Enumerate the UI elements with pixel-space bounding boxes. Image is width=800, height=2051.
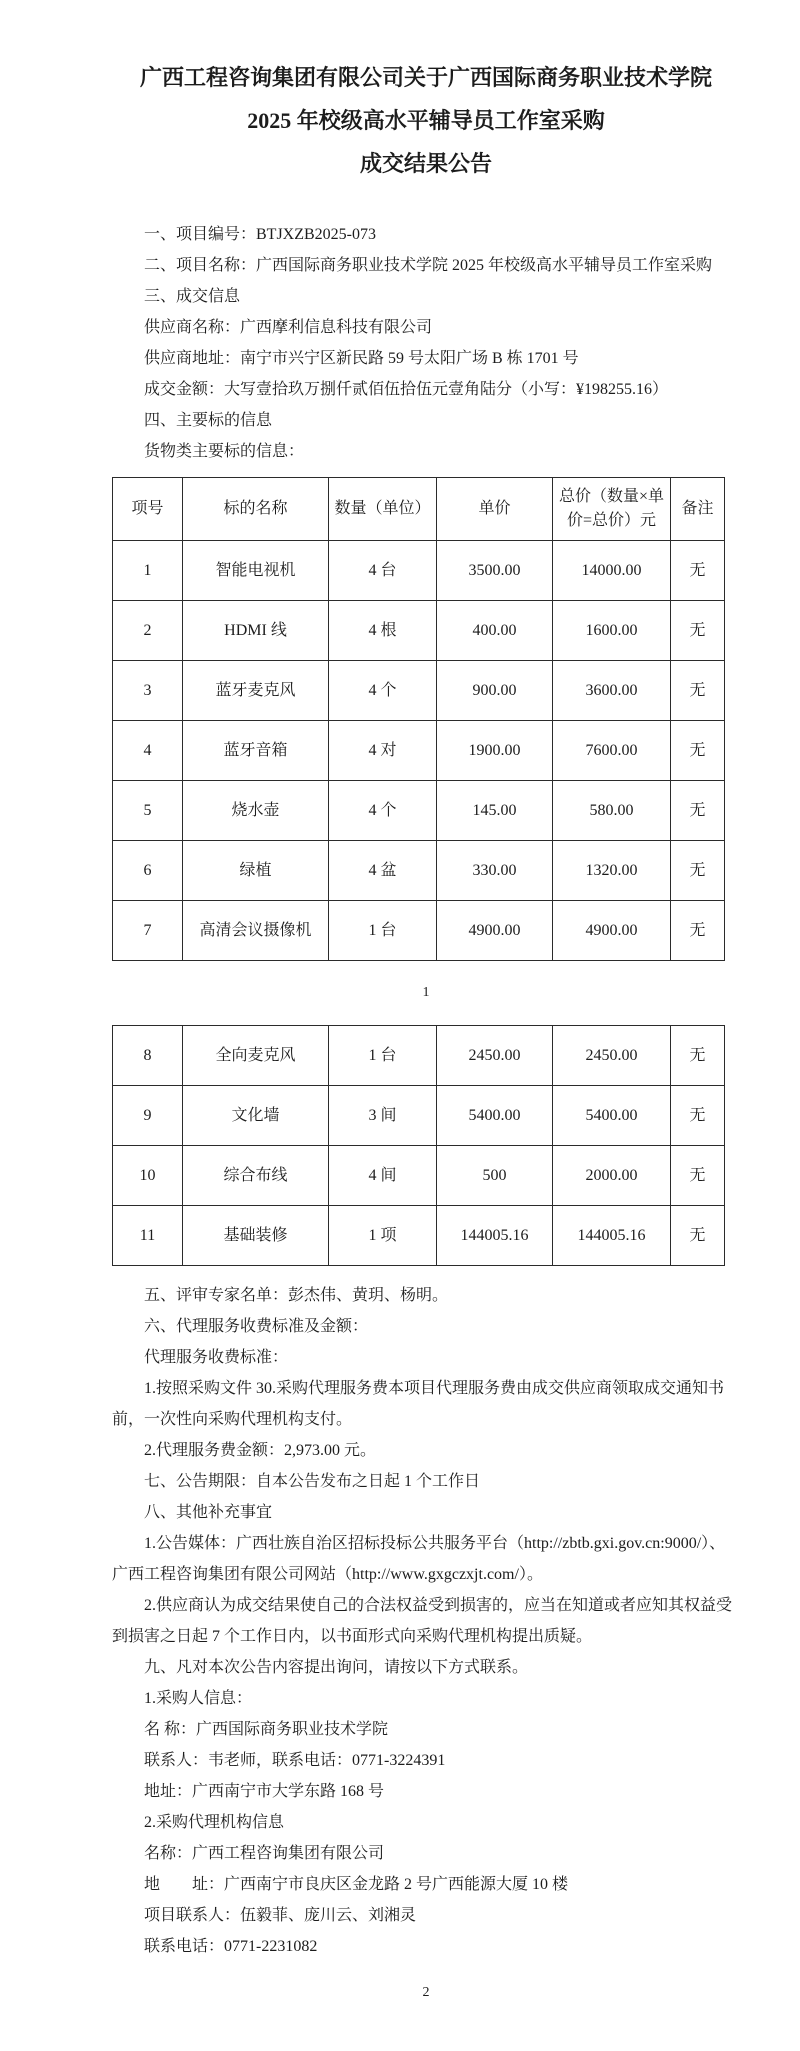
supplier-address-line: 供应商地址：南宁市兴宁区新民路 59 号太阳广场 B 栋 1701 号	[144, 350, 579, 367]
table-cell: 无	[671, 541, 725, 601]
section-deal-info: 三、成交信息	[144, 288, 241, 305]
table-cell: 1 台	[329, 901, 437, 961]
table-cell: 7600.00	[553, 721, 671, 781]
goods-info-label: 货物类主要标的信息：	[144, 443, 305, 460]
table-row	[113, 1086, 725, 1146]
title-line-3: 成交结果公告	[359, 151, 492, 176]
table-cell: 无	[671, 841, 725, 901]
table-cell: 9	[113, 1086, 183, 1146]
section-other-matters: 八、其他补充事宜	[144, 1504, 273, 1521]
table-cell: 3600.00	[553, 661, 671, 721]
table-cell: 11	[113, 1206, 183, 1266]
table-cell: 14000.00	[553, 541, 671, 601]
agency-phone-line: 联系电话：0771-2231082	[144, 1938, 318, 1955]
table-cell: 无	[671, 661, 725, 721]
table-row	[113, 901, 725, 961]
section-agency-fee: 六、代理服务收费标准及金额：	[144, 1318, 369, 1335]
table-cell: 1 台	[329, 1026, 437, 1086]
goods-table-page1	[112, 477, 725, 961]
table-cell: 330.00	[437, 841, 553, 901]
agency-fee-clause: 1.按照采购文件 30.采购代理服务费本项目代理服务费由成交供应商领取成交通知书前，一次性向采购代理机构支付。	[112, 1380, 725, 1428]
header-total-price: 总价（数量×单价=总价）元	[553, 478, 671, 541]
header-unit-price: 单价	[437, 478, 553, 541]
purchaser-info-label: 1.采购人信息：	[144, 1690, 253, 1707]
table-cell: 10	[113, 1146, 183, 1206]
goods-table-page2	[112, 1025, 725, 1266]
table-cell: 4 台	[329, 541, 437, 601]
expert-list-line: 五、评审专家名单：彭杰伟、黄玥、杨明。	[144, 1287, 449, 1304]
agency-fee-amount-line: 2.代理服务费金额：2,973.00 元。	[144, 1442, 377, 1459]
table-row	[113, 841, 725, 901]
table-cell: 4 盆	[329, 841, 437, 901]
table-cell: 6	[113, 841, 183, 901]
table-row	[113, 661, 725, 721]
table-cell: 无	[671, 781, 725, 841]
title-line-1: 广西工程咨询集团有限公司关于广西国际商务职业技术学院	[139, 65, 712, 90]
project-number-line: 一、项目编号：BTJXZB2025-073	[144, 226, 377, 243]
deal-amount-line: 成交金额：大写壹拾玖万捌仟贰佰伍拾伍元壹角陆分（小写：¥198255.16）	[144, 381, 669, 398]
page1-number: 1	[422, 985, 430, 1000]
announcement-media-line: 1.公告媒体：广西壮族自治区招标投标公共服务平台（http://zbtb.gxi.gov.cn:9000/）、广西工程咨询集团有限公司网站（http://www.gxgczxjt.com/）。	[112, 1535, 726, 1583]
intro-section	[112, 219, 740, 467]
table-cell: 无	[671, 1146, 725, 1206]
header-remarks: 备注	[671, 478, 725, 541]
table-cell: 烧水壶	[183, 781, 329, 841]
objection-clause: 2.供应商认为成交结果使自己的合法权益受到损害的，应当在知道或者应知其权益受到损害之日起 7 个工作日内，以书面形式向采购代理机构提出质疑。	[112, 1597, 733, 1645]
table-cell: 综合布线	[183, 1146, 329, 1206]
goods-table-header-row	[113, 478, 725, 541]
table-cell: 144005.16	[437, 1206, 553, 1266]
table-cell: 无	[671, 1026, 725, 1086]
table-row	[113, 781, 725, 841]
table-cell: 500	[437, 1146, 553, 1206]
table-cell: 144005.16	[553, 1206, 671, 1266]
agency-name-line: 名称：广西工程咨询集团有限公司	[144, 1845, 385, 1862]
table-cell: 5400.00	[553, 1086, 671, 1146]
page2-number: 2	[422, 1985, 430, 2000]
purchaser-address-line: 地址：广西南宁市大学东路 168 号	[144, 1783, 385, 1800]
document-title	[112, 56, 740, 185]
table-cell: 全向麦克风	[183, 1026, 329, 1086]
table-cell: 5	[113, 781, 183, 841]
table-cell: 5400.00	[437, 1086, 553, 1146]
project-name-line: 二、项目名称：广西国际商务职业技术学院 2025 年校级高水平辅导员工作室采购	[144, 257, 713, 274]
title-line-2: 2025 年校级高水平辅导员工作室采购	[247, 108, 605, 133]
table-cell: 400.00	[437, 601, 553, 661]
table-cell: 2000.00	[553, 1146, 671, 1206]
table-cell: 无	[671, 1086, 725, 1146]
agency-address-line: 地 址：广西南宁市良庆区金龙路 2 号广西能源大厦 10 楼	[144, 1876, 569, 1893]
closing-section	[112, 1280, 740, 1962]
agency-contacts-line: 项目联系人：伍毅菲、庞川云、刘湘灵	[144, 1907, 417, 1924]
table-row	[113, 1026, 725, 1086]
table-cell: 1600.00	[553, 601, 671, 661]
table-cell: 蓝牙音箱	[183, 721, 329, 781]
table-cell: 3 间	[329, 1086, 437, 1146]
header-quantity-unit: 数量（单位）	[329, 478, 437, 541]
table-cell: 高清会议摄像机	[183, 901, 329, 961]
table-cell: 无	[671, 721, 725, 781]
agency-info-label: 2.采购代理机构信息	[144, 1814, 285, 1831]
table-row	[113, 721, 725, 781]
table-cell: 4 个	[329, 781, 437, 841]
table-cell: 1320.00	[553, 841, 671, 901]
table-cell: 基础装修	[183, 1206, 329, 1266]
table-cell: 4 个	[329, 661, 437, 721]
purchaser-name-line: 名 称：广西国际商务职业技术学院	[144, 1721, 389, 1738]
table-cell: 900.00	[437, 661, 553, 721]
table-cell: 3500.00	[437, 541, 553, 601]
table-row	[113, 601, 725, 661]
purchaser-contact-line: 联系人：韦老师，联系电话：0771-3224391	[144, 1752, 446, 1769]
table-cell: 2450.00	[437, 1026, 553, 1086]
table-row	[113, 1146, 725, 1206]
table-cell: 4 间	[329, 1146, 437, 1206]
table-cell: 3	[113, 661, 183, 721]
header-subject-name: 标的名称	[183, 478, 329, 541]
agency-fee-standard-label: 代理服务收费标准：	[144, 1349, 289, 1366]
table-cell: 8	[113, 1026, 183, 1086]
table-cell: 4 根	[329, 601, 437, 661]
header-item-no: 项号	[113, 478, 183, 541]
table-cell: 7	[113, 901, 183, 961]
table-cell: 文化墙	[183, 1086, 329, 1146]
table-cell: 无	[671, 601, 725, 661]
table-cell: 无	[671, 901, 725, 961]
table-cell: 2450.00	[553, 1026, 671, 1086]
table-cell: 蓝牙麦克风	[183, 661, 329, 721]
table-cell: 1900.00	[437, 721, 553, 781]
table-cell: 145.00	[437, 781, 553, 841]
table-cell: 4	[113, 721, 183, 781]
table-row	[113, 541, 725, 601]
table-cell: 绿植	[183, 841, 329, 901]
table-cell: 4900.00	[553, 901, 671, 961]
table-cell: 1 项	[329, 1206, 437, 1266]
section-main-subject: 四、主要标的信息	[144, 412, 273, 429]
table-cell: 无	[671, 1206, 725, 1266]
section-contact: 九、凡对本次公告内容提出询问，请按以下方式联系。	[144, 1659, 529, 1676]
table-cell: 4900.00	[437, 901, 553, 961]
table-cell: HDMI 线	[183, 601, 329, 661]
table-row	[113, 1206, 725, 1266]
supplier-name-line: 供应商名称：广西摩利信息科技有限公司	[144, 319, 433, 336]
table-cell: 580.00	[553, 781, 671, 841]
table-cell: 1	[113, 541, 183, 601]
table-cell: 智能电视机	[183, 541, 329, 601]
announcement-period-line: 七、公告期限：自本公告发布之日起 1 个工作日	[144, 1473, 481, 1490]
table-cell: 4 对	[329, 721, 437, 781]
table-cell: 2	[113, 601, 183, 661]
